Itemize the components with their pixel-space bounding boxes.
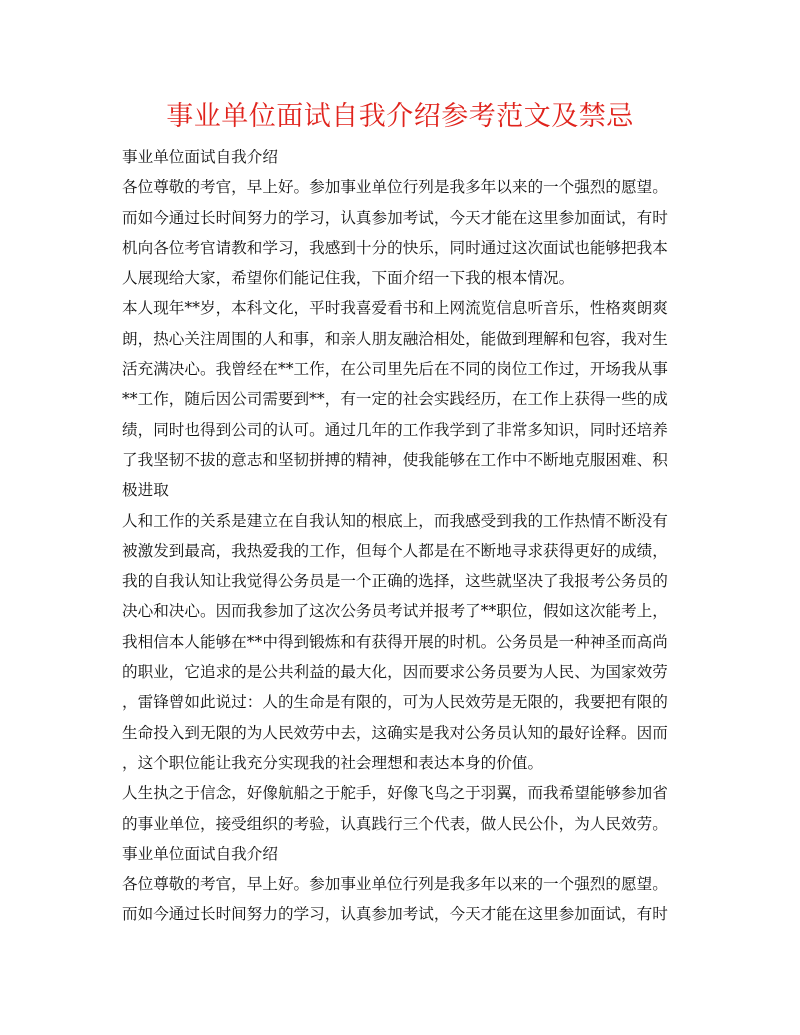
text-line: 人展现给大家，希望你们能记住我，下面介绍一下我的根本情况。 [122,269,575,288]
text-line: 人和工作的关系是建立在自我认知的根底上，而我感受到我的工作热情不断没有 [122,511,668,530]
paragraph-conclusion [122,778,680,839]
text-line: 生命投入到无限的为人民效劳中去，这确实是我对公务员认知的最好诠释。因而 [122,723,668,742]
text-line: 机向各位考官请教和学习，我感到十分的快乐，同时通过这次面试也能够把我本 [122,238,668,257]
paragraph-greeting-repeat [122,869,680,930]
text-line: 了我坚韧不拔的意志和坚韧拼搏的精神，使我能够在工作中不断地克服困难、积 [122,450,668,469]
text-line: 事业单位面试自我介绍 [122,844,278,863]
text-line: 的事业单位，接受组织的考验，认真践行三个代表，做人民公仆，为人民效劳。 [122,814,668,833]
document-body [122,142,680,930]
text-line: **工作，随后因公司需要到**，有一定的社会实践经历，在工作上获得一些的成 [122,390,668,409]
paragraph-motivation [122,506,680,779]
text-line: 各位尊敬的考官，早上好。参加事业单位行列是我多年以来的一个强烈的愿望。 [122,875,668,894]
text-line: ，雷锋曾如此说过：人的生命是有限的，可为人民效劳是无限的，我要把有限的 [122,693,668,712]
paragraph-greeting [122,172,680,293]
text-line: 被激发到最高，我热爱我的工作，但每个人都是在不断地寻求获得更好的成绩， [122,541,668,560]
text-line: 而如今通过长时间努力的学习，认真参加考试，今天才能在这里参加面试，有时 [122,905,668,924]
section-heading [122,839,680,869]
text-line: 而如今通过长时间努力的学习，认真参加考试，今天才能在这里参加面试，有时 [122,208,668,227]
text-line: 各位尊敬的考官，早上好。参加事业单位行列是我多年以来的一个强烈的愿望。 [122,178,668,197]
text-line: 朗，热心关注周围的人和事，和亲人朋友融洽相处，能做到理解和包容，我对生 [122,329,668,348]
text-line: ，这个职位能让我充分实现我的社会理想和表达本身的价值。 [122,753,544,772]
text-line: 极进取 [122,481,169,500]
text-line: 我的自我认知让我觉得公务员是一个正确的选择，这些就坚决了我报考公务员的 [122,572,668,591]
text-line: 的职业，它追求的是公共利益的最大化，因而要求公务员要为人民、为国家效劳 [122,663,668,682]
text-line: 决心和决心。因而我参加了这次公务员考试并报考了**职位，假如这次能考上， [122,602,668,621]
text-line: 人生执之于信念，好像航船之于舵手，好像飞鸟之于羽翼，而我希望能够参加省 [122,784,668,803]
text-line: 活充满决心。我曾经在**工作，在公司里先后在不同的岗位工作过，开场我从事 [122,360,668,379]
document-title: 事业单位面试自我介绍参考范文及禁忌 [166,101,634,132]
section-heading [122,142,680,172]
text-line: 本人现年**岁，本科文化，平时我喜爱看书和上网流览信息听音乐，性格爽朗爽 [122,299,668,318]
paragraph-background [122,293,680,505]
text-line: 事业单位面试自我介绍 [122,148,278,166]
text-line: 绩，同时也得到公司的认可。通过几年的工作我学到了非常多知识，同时还培养 [122,420,668,439]
text-line: 我相信本人能够在**中得到锻炼和有获得开展的时机。公务员是一种神圣而高尚 [122,632,668,651]
